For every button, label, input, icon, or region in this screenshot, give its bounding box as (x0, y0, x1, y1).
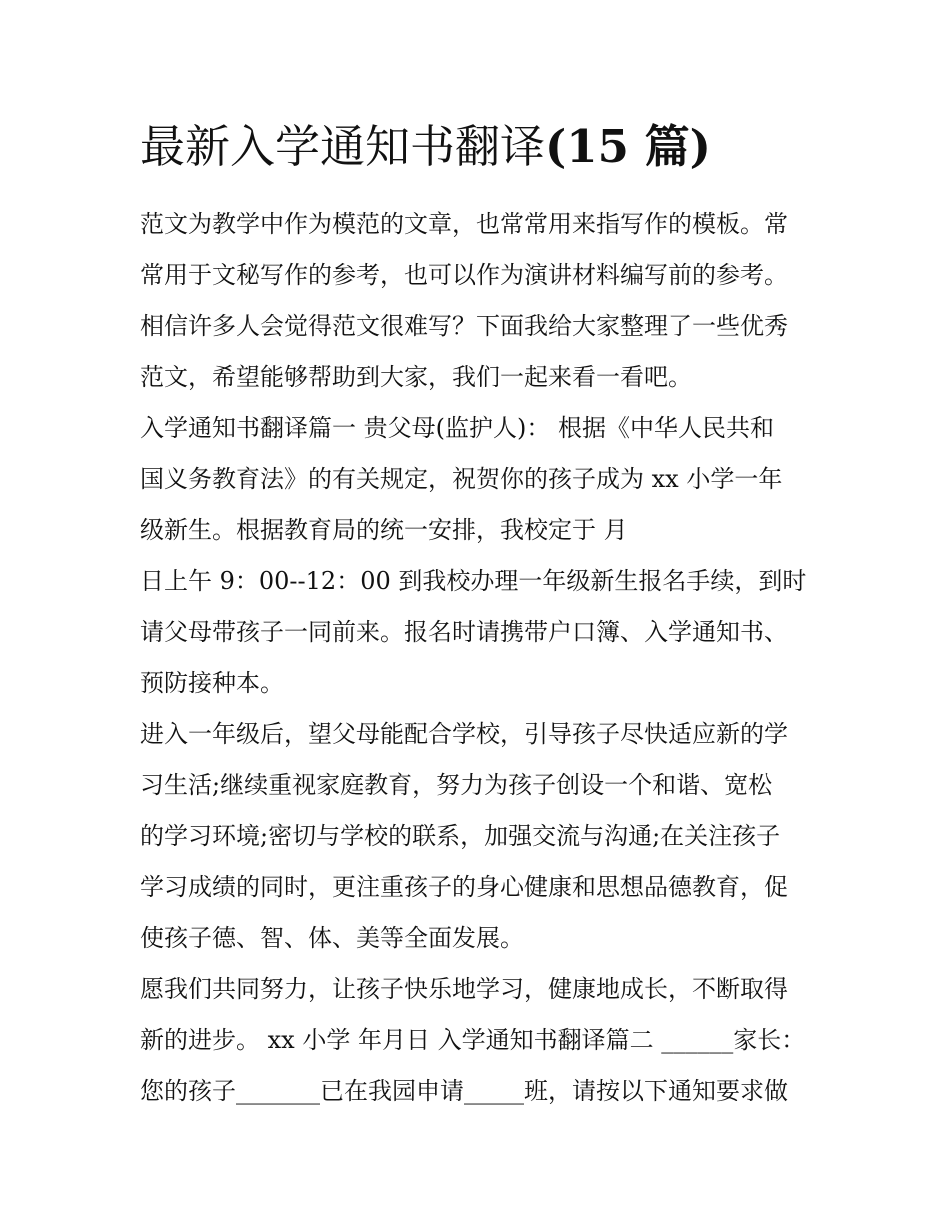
body-line: 请父母带孩子一同前来。报名时请携带户口簿、入学通知书、 (140, 618, 788, 646)
title-count-text: (15 篇) (545, 120, 711, 173)
body-line: 范文为教学中作为模范的文章，也常常用来指写作的模板。常 (140, 210, 788, 238)
body-line: 范文，希望能够帮助到大家，我们一起来看一看吧。 (140, 363, 692, 391)
body-line: 国义务教育法》的有关规定，祝贺你的孩子成为 xx 小学一年 (140, 465, 783, 493)
document-body (140, 199, 830, 1117)
body-line: 预防接种本。 (140, 669, 284, 697)
body-line: 新的进步。 xx 小学 年月日 入学通知书翻译篇二 ______家长： (140, 1026, 806, 1054)
body-line: 常用于文秘写作的参考，也可以作为演讲材料编写前的参考。 (140, 261, 788, 289)
body-line: 进入一年级后，望父母能配合学校，引导孩子尽快适应新的学 (140, 720, 788, 748)
body-line: 您的孩子_______已在我园申请_____班，请按以下通知要求做 (140, 1077, 788, 1105)
body-line: 愿我们共同努力，让孩子快乐地学习，健康地成长，不断取得 (140, 975, 788, 1003)
body-line: 习生活;继续重视家庭教育，努力为孩子创设一个和谐、宽松 (140, 771, 773, 799)
document-title (140, 116, 840, 178)
body-line: 的学习环境;密切与学校的联系，加强交流与沟通;在关注孩子 (140, 822, 781, 850)
body-line: 日上午 9：00--12：00 到我校办理一年级新生报名手续，到时 (140, 567, 807, 595)
body-line: 相信许多人会觉得范文很难写？下面我给大家整理了一些优秀 (140, 312, 788, 340)
title-main-text: 最新入学通知书翻译 (140, 120, 546, 173)
body-line: 级新生。根据教育局的统一安排，我校定于 月 (140, 516, 628, 544)
body-line: 学习成绩的同时，更注重孩子的身心健康和思想品德教育，促 (140, 873, 788, 901)
body-line: 入学通知书翻译篇一 贵父母(监护人)： 根据《中华人民共和 (140, 414, 774, 442)
body-line: 使孩子德、智、体、美等全面发展。 (140, 924, 524, 952)
